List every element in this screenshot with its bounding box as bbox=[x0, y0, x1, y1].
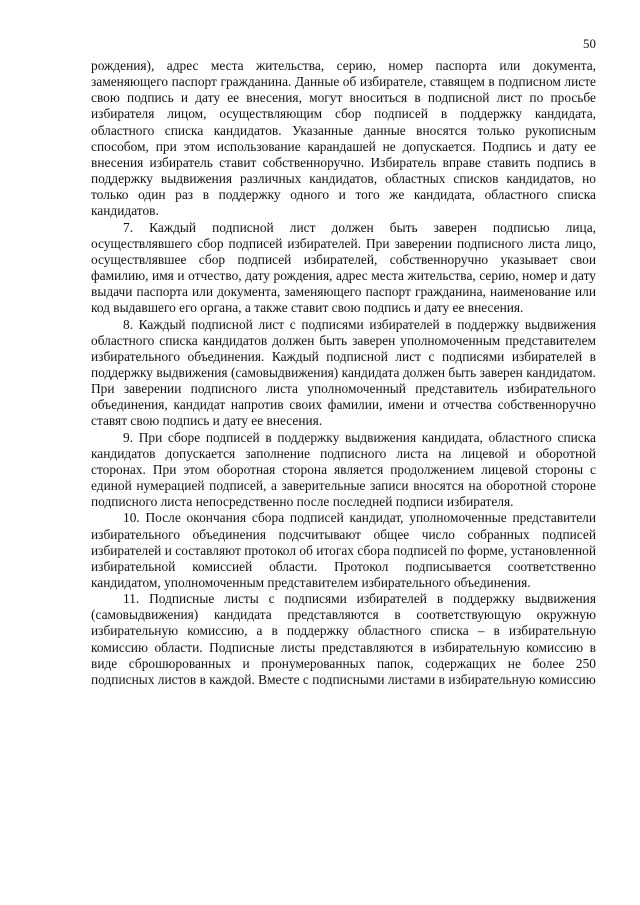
paragraph-item-11: 11. Подписные листы с подписями избирателей в поддержку выдвижения (самовыдвижения) кандидата представляются в соответствующую окружную избирательную комиссию, а в поддержку областного списка – в избирательную комиссию области. Подписные листы представляются в избирательную комиссию в виде сброшюрованных и пронумерованных папок, содержащих не более 250 подписных листов в каждой. Вместе с подписными листами в избирательную комиссию bbox=[91, 591, 596, 687]
paragraph-item-9: 9. При сборе подписей в поддержку выдвижения кандидата, областного списка кандидатов допускается заполнение подписного листа на лицевой и оборотной сторонах. При этом оборотная сторона является продолжением лицевой стороны с единой нумерацией подписей, а заверительные записи вносятся на оборотной стороне подписного листа непосредственно после последней подписи избирателя. bbox=[91, 429, 596, 510]
paragraph-item-8: 8. Каждый подписной лист с подписями избирателей в поддержку выдвижения областного списка кандидатов должен быть заверен уполномоченным представителем избирательного объединения. Каждый подписной лист с подписями избирателей в поддержку выдвижения (самовыдвижения) кандидата должен быть заверен кандидатом. При заверении подписного листа уполномоченный представитель избирательного объединения, кандидат напротив своих фамилии, имени и отчества собственноручно ставят свою подпись и дату ее внесения. bbox=[91, 316, 596, 429]
page-number: 50 bbox=[583, 36, 596, 51]
paragraph-item-7: 7. Каждый подписной лист должен быть заверен подписью лица, осуществлявшего сбор подписей избирателей. При заверении подписного листа лицо, осуществлявшее сбор подписей избирателей, собственноручно указывает свои фамилию, имя и отчество, дату рождения, адрес места жительства, серию, номер и дату выдачи паспорта или документа, заменяющего паспорт гражданина, наименование или код выдавшего его органа, а также ставит свою подпись и дату ее внесения. bbox=[91, 219, 596, 316]
document-body bbox=[91, 58, 596, 688]
paragraph-item-10: 10. После окончания сбора подписей кандидат, уполномоченные представители избирательного объединения подсчитывают общее число собранных подписей избирателей и составляют протокол об итогах сбора подписей по форме, установленной избирательной комиссией области. Протокол подписывается соответственно кандидатом, уполномоченным представителем избирательного объединения. bbox=[91, 510, 596, 590]
paragraph-continuation: рождения), адрес места жительства, серию, номер паспорта или документа, заменяющего паспорт гражданина. Данные об избирателе, ставящем в подписном листе свою подпись и дату ее внесения, могут вноситься в подписной лист по просьбе избирателя лицом, осуществляющим сбор подписей в поддержку кандидата, областного списка кандидатов. Указанные данные вносятся только рукописным способом, при этом использование карандашей не допускается. Подпись и дату ее внесения избиратель ставит собственноручно. Избиратель вправе ставить подпись в поддержку выдвижения различных кандидатов, областных списков кандидатов, но только один раз в поддержку одного и того же кандидата, областного списка кандидатов. bbox=[91, 58, 596, 219]
